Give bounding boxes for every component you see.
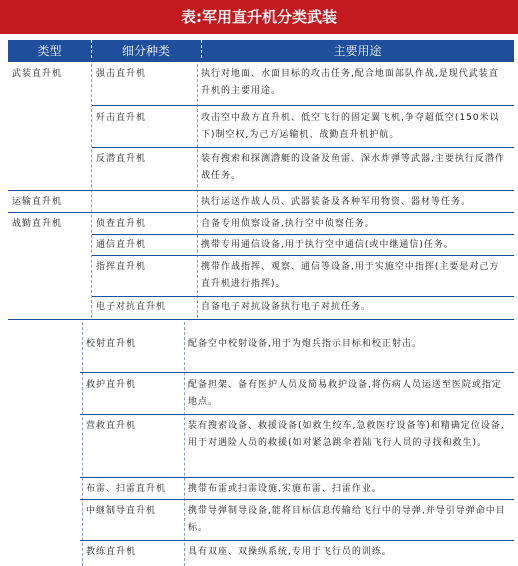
row-divider <box>80 414 514 415</box>
row-divider <box>92 234 514 235</box>
section-divider <box>8 190 514 191</box>
cell-subtype: 救护直升机 <box>86 380 137 390</box>
row-divider <box>92 255 514 256</box>
row-divider <box>92 147 514 148</box>
cell-use: 携带专用通信设备,用于执行空中通信(或中继通信)任务。 <box>201 240 454 250</box>
cell-subtype: 通信直升机 <box>96 240 147 250</box>
row-divider <box>92 105 514 106</box>
header-type: 类型 <box>37 44 62 58</box>
column-divider <box>197 64 198 318</box>
cell-use: 配备空中校射设备,用于为炮兵指示目标和校正射击。 <box>188 339 422 349</box>
column-divider <box>91 64 92 318</box>
cell-subtype: 指挥直升机 <box>96 262 147 272</box>
column-divider <box>184 322 185 566</box>
cell-subtype: 强击直升机 <box>96 69 147 79</box>
cell-subtype: 营救直升机 <box>86 421 137 431</box>
cell-use: 装有搜索设备、救援设备(如救生绞车,急救医疗设备等)和精确定位设备,用于对遇险人员的救援(如对紧急跳伞着陆飞行人员的寻找和救生)。 <box>188 421 505 448</box>
row-divider <box>80 499 514 500</box>
cell-subtype: 教练直升机 <box>86 547 137 557</box>
cell-subtype: 歼击直升机 <box>96 113 147 123</box>
cell-subtype: 侦查直升机 <box>96 219 147 229</box>
table-title: 表:军用直升机分类武装 <box>0 0 518 34</box>
table-header <box>8 40 514 62</box>
section-divider <box>8 212 514 213</box>
section-divider <box>8 319 514 320</box>
cell-use: 自备专用侦察设备,执行空中侦察任务。 <box>201 219 375 229</box>
cell-use: 携带导弹制导设备,能将目标信息传输给飞行中的导弹,并导引导弹命中目标。 <box>188 506 506 533</box>
cell-subtype: 中继制导直升机 <box>86 506 157 516</box>
column-divider <box>82 322 83 566</box>
cell-subtype: 电子对抗直升机 <box>96 302 167 312</box>
cell-type: 运输直升机 <box>12 197 63 207</box>
row-divider <box>92 296 514 297</box>
cell-use: 装有搜索和探测潜艇的设备及鱼雷、深水炸弹等武器,主要执行反潜作战任务。 <box>201 154 505 181</box>
cell-use: 执行对地面、水面目标的攻击任务,配合地面部队作战,是现代武装直升机的主要用途。 <box>201 69 499 96</box>
cell-use: 自备电子对抗设备执行电子对抗任务。 <box>201 302 372 312</box>
cell-type: 战勤直升机 <box>12 219 63 229</box>
cell-use: 配备担架、备有医护人员及简易救护设备,将伤病人员运送至医院或指定地点。 <box>188 380 502 407</box>
cell-use: 具有双座、双操纵系统,专用于飞行员的训练。 <box>188 547 392 557</box>
header-use: 主要用途 <box>333 44 382 58</box>
cell-subtype: 布雷、扫雷直升机 <box>86 484 167 494</box>
cell-subtype: 校射直升机 <box>86 339 137 349</box>
cell-use: 执行运送作战人员、武器装备及各种军用物资、器材等任务。 <box>201 197 472 207</box>
cell-use: 攻击空中敌方直升机、低空飞行的固定翼飞机,争夺超低空(150米以下)制空权,为己方运输机、战勤直升机护航。 <box>201 113 500 140</box>
cell-use: 携带作战指挥、观察、通信等设备,用于实施空中指挥(主要是对己方直升机进行指挥)。 <box>201 262 500 289</box>
header-subtype: 细分种类 <box>121 44 170 58</box>
cell-use: 携带布雷或扫雷设施,实施布雷、扫雷作业。 <box>188 484 382 494</box>
row-divider <box>80 372 514 373</box>
row-divider <box>80 540 514 541</box>
cell-subtype: 反潜直升机 <box>96 154 147 164</box>
row-divider <box>80 477 514 478</box>
cell-type: 武装直升机 <box>12 69 63 79</box>
